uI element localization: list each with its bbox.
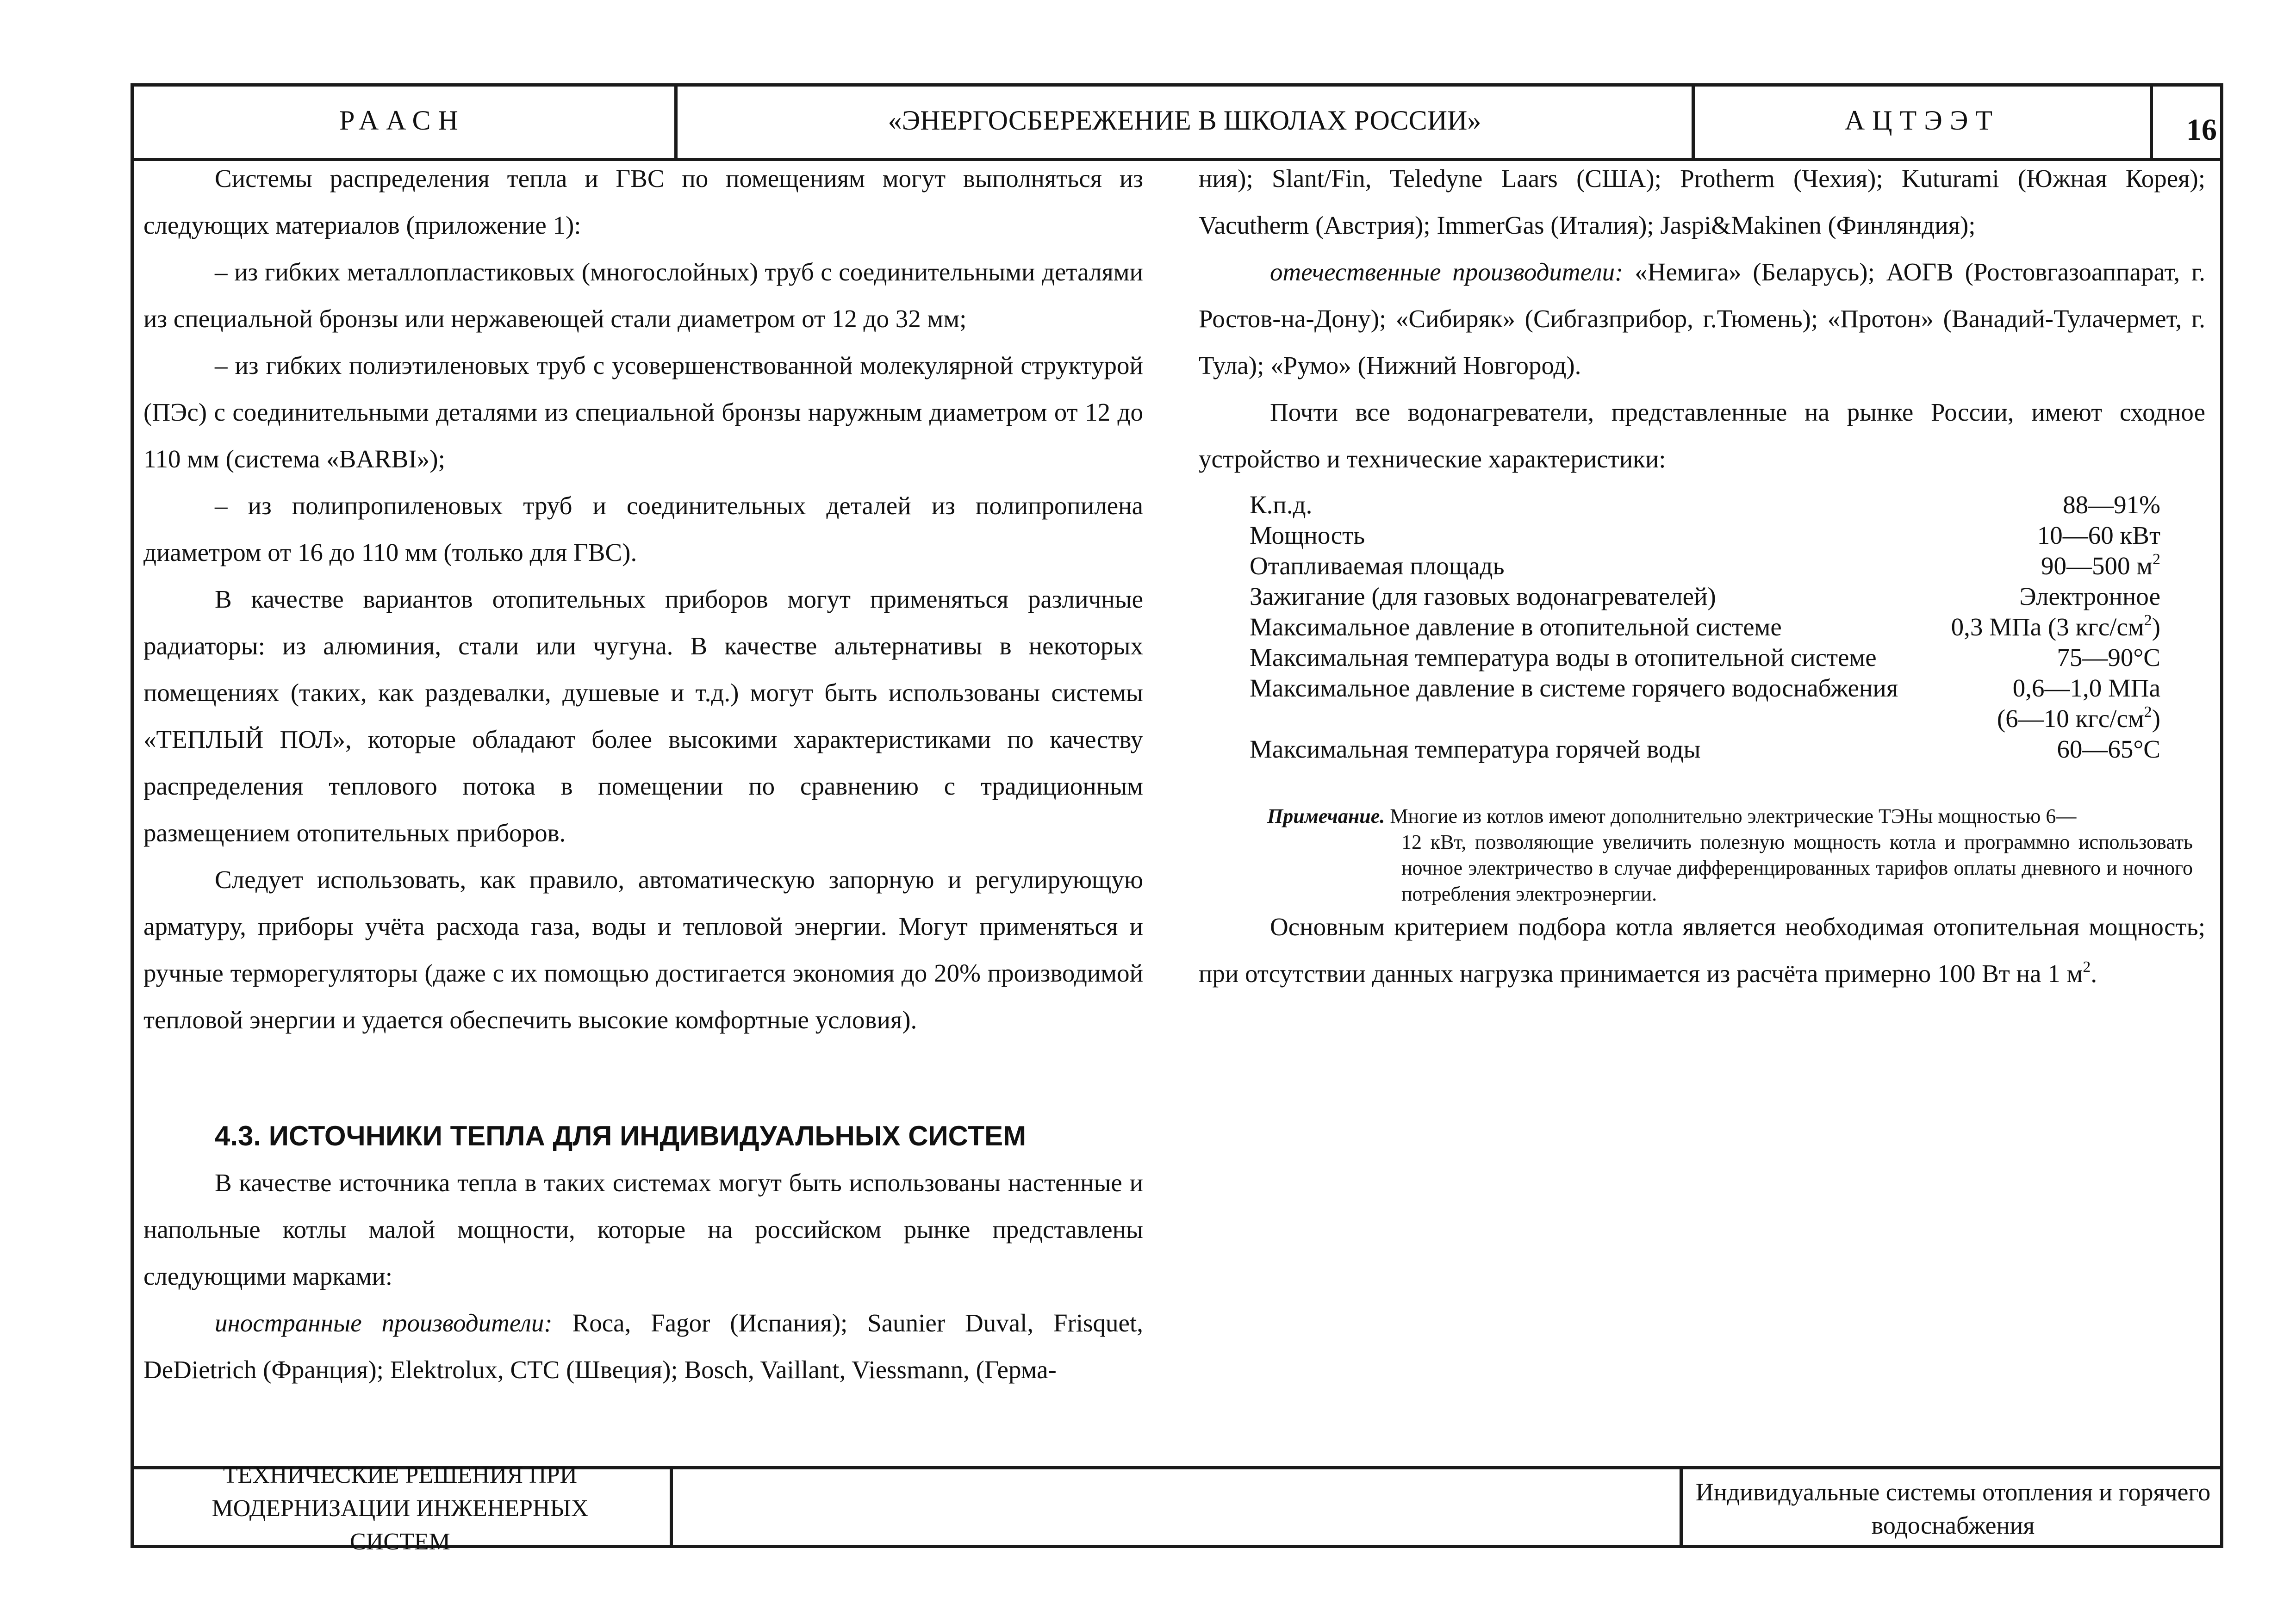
spec-row: [1250, 612, 2160, 642]
paragraph: Системы распределения тепла и ГВС по помещениям могут выполняться из следующих материалов (приложение 1):: [143, 164, 1143, 239]
spec-row: [1250, 520, 2160, 551]
note-label: Примечание.: [1267, 805, 1385, 827]
spec-table: [1250, 490, 2160, 765]
right-column: [1199, 155, 2205, 482]
spec-row: [1250, 734, 2160, 765]
spec-key: К.п.д.: [1250, 491, 1313, 519]
spec-key: Максимальное давление в системе горячего водоснабжения: [1250, 674, 1898, 702]
header-agency: [1695, 83, 2153, 161]
footer-left-text: ТЕХНИЧЕСКИЕ РЕШЕНИЯ ПРИ МОДЕРНИЗАЦИИ ИНЖЕНЕРНЫХ СИСТЕМ: [212, 1462, 589, 1555]
spec-key: Максимальное давление в отопительной системе: [1250, 613, 1782, 641]
paragraph: Следует использовать, как правило, автоматическую запорную и регулирующую арматуру, приборы учёта расхода газа, воды и тепловой энергии. Могут применяться и ручные терморегуляторы (даже с их помощью достигается экономия до 20% производимой тепловой энергии и удается обеспечить высокие комфортные условия).: [143, 865, 1143, 1034]
paragraph: ния); Slant/Fin, Teledyne Laars (США); Protherm (Чехия); Kuturami (Южная Корея); Vacutherm (Австрия); ImmerGas (Италия); Jaspi&Makinen (Финляндия);: [1199, 164, 2205, 239]
paragraph: [143, 1300, 1143, 1393]
list-item: – из гибких полиэтиленовых труб с усовершенствованной молекулярной структурой (ПЭс) с соединительными деталями из специальной бронзы наружным диаметром от 12 до 110 мм (система «BARBI»);: [143, 351, 1143, 473]
spec-value-text: 90—500 м: [2041, 552, 2153, 580]
header-org-text: РААСН: [339, 105, 466, 136]
domestic-label: отечественные производители:: [1270, 258, 1624, 286]
spec-key: Максимальная температура воды в отопительной системе: [1250, 643, 1877, 672]
paragraph: В качестве источника тепла в таких системах могут быть использованы настенные и напольные котлы малой мощности, которые на российском рынке представлены следующими марками:: [143, 1169, 1143, 1290]
spec-value-tail: ): [2152, 613, 2160, 641]
spec-value: 88—91%: [2063, 491, 2160, 519]
paragraph-end: .: [2091, 959, 2097, 988]
note-text: Многие из котлов имеют дополнительно электрические ТЭНы мощностью 6—: [1385, 805, 2077, 827]
superscript: 2: [2153, 551, 2160, 568]
paragraph: Почти все водонагреватели, представленные на рынке России, имеют сходное устройство и технические характеристики:: [1199, 398, 2205, 473]
spec-row: [1250, 673, 2160, 734]
spec-value-text: (6—10 кгс/см: [1997, 704, 2144, 733]
paragraph: [1199, 249, 2205, 389]
spec-value: [1997, 673, 2160, 734]
spec-row: [1250, 551, 2160, 581]
criterion-paragraph-block: [1199, 903, 2205, 997]
header-org: [131, 83, 678, 161]
spec-value: 75—90°С: [2057, 643, 2160, 672]
footer-middle: [673, 1466, 1683, 1548]
list-item: – из полипропиленовых труб и соединительных деталей из полипропилена диаметром от 16 до 110 мм (только для ГВС).: [143, 491, 1143, 566]
paragraph: В качестве вариантов отопительных приборов могут применяться различные радиаторы: из алюминия, стали или чугуна. В качестве альтернативы в некоторых помещениях (таких, как раздевалки, душевые и т.д.) могут быть использованы системы «ТЕПЛЫЙ ПОЛ», которые обладают более высокими характеристиками по качеству распределения теплового потока в помещении по сравнению с традиционным размещением отопительных приборов.: [143, 585, 1143, 847]
spec-key: Максимальная температура горячей воды: [1250, 735, 1701, 763]
spec-value: [1951, 612, 2160, 642]
spec-key: Отапливаемая площадь: [1250, 552, 1505, 580]
header-title: [678, 83, 1695, 161]
left-column: [143, 155, 1143, 1393]
note: [1267, 803, 2193, 907]
spec-key: Зажигание (для газовых водонагревателей): [1250, 582, 1716, 610]
page-number-text: 16: [2186, 113, 2217, 147]
spec-value-text: 0,3 МПа (3 кгс/см: [1951, 613, 2144, 641]
spec-key: Мощность: [1250, 521, 1365, 549]
spec-value: Электронное: [2019, 582, 2160, 610]
superscript: 2: [2144, 703, 2152, 721]
superscript: 2: [2083, 958, 2091, 976]
paragraph-text: Основным критерием подбора котла является необходимая отопительная мощность; при отсутствии данных нагрузка принимается из расчёта примерно 100 Вт на 1 м: [1199, 913, 2205, 988]
section-heading: 4.3. ИСТОЧНИКИ ТЕПЛА ДЛЯ ИНДИВИДУАЛЬНЫХ СИСТЕМ: [215, 1120, 1027, 1151]
foreign-label: иностранные производители:: [215, 1309, 553, 1337]
domestic-list: «Немига» (Беларусь); АОГВ (Ростовгазоаппарат, г. Ростов-на-Дону); «Сибиряк» (Сибгазприбор, г.Тюмень); «Протон» (Ванадий-Тулачермет, г. Тула); «Румо» (Нижний Новгород).: [1199, 258, 2205, 379]
list-item: – из гибких металлопластиковых (многослойных) труб с соединительными деталями из специальной бронзы или нержавеющей стали диаметром от 12 до 32 мм;: [143, 258, 1143, 333]
spec-value-tail: ): [2152, 704, 2160, 733]
spec-value-line2: [1997, 703, 2160, 734]
header-agency-text: АЦТЭЭТ: [1844, 105, 2000, 136]
spec-value: 60—65°С: [2057, 735, 2160, 763]
spec-value-text: 0,6—1,0 МПа: [2012, 674, 2160, 702]
spec-value: 10—60 кВт: [2037, 521, 2160, 549]
superscript: 2: [2144, 612, 2152, 629]
foreign-list: Roca, Fagor (Испания); Saunier Duval, Frisquet, DeDietrich (Франция); Elektrolux, CTC (Швеция); Bosch, Vaillant, Viessmann, (Герма-: [143, 1309, 1143, 1384]
note-text-rest: 12 кВт, позволяющие увеличить полезную мощность котла и программно использовать ночное электричество в случае дифференцированных тарифов оплаты дневного и ночного потребления электроэнергии.: [1401, 831, 2193, 905]
spec-row: [1250, 490, 2160, 520]
spec-value: [2041, 551, 2160, 581]
footer-left: [131, 1462, 673, 1555]
spec-row: [1250, 581, 2160, 612]
page-number: [2153, 83, 2223, 161]
footer-right-text: Индивидуальные системы отопления и горячего водоснабжения: [1695, 1478, 2211, 1539]
header-title-text: «ЭНЕРГОСБЕРЕЖЕНИЕ В ШКОЛАХ РОССИИ»: [888, 105, 1481, 136]
paragraph: [1199, 903, 2205, 997]
spec-row: [1250, 642, 2160, 673]
footer-right: [1683, 1466, 2223, 1548]
